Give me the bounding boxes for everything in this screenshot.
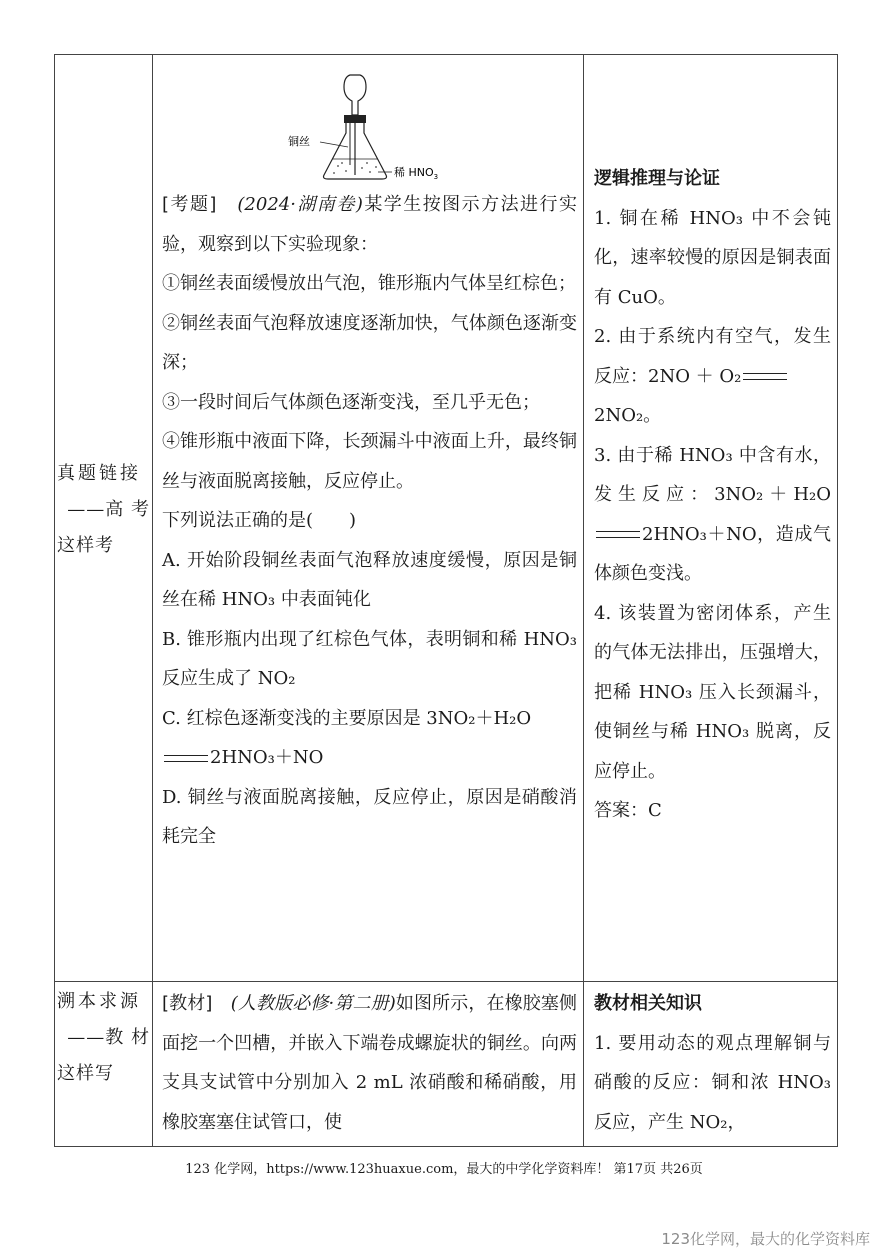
textbook-analysis-cell [584,982,838,1147]
textbook-analysis-title: 教材相关知识 [594,993,702,1014]
question-intro: [考题] (2024·湖南卷)某学生按图示方法进行实验，观察到以下实验现象： [162,194,577,255]
textbook-analysis-point-1: 1. 要用动态的观点理解铜与硝酸的反应：铜和浓 HNO₃ 反应，产生 NO₂， [594,1032,831,1133]
table-row-exam [55,55,838,982]
watermark: 123化学网，最大的化学资料库 [661,1230,870,1248]
row-label-exam: 真题链接 ——高 考 这样考 [57,463,150,556]
option-a: A. 开始阶段铜丝表面气泡释放速度缓慢，原因是铜丝在稀 HNO₃ 中表面钝化 [162,549,577,610]
question-stem: 下列说法正确的是( ) [162,510,357,531]
observation-4: ④锥形瓶中液面下降，长颈漏斗中液面上升，最终铜丝与液面脱离接触，反应停止。 [162,431,577,492]
content-table [54,54,838,1147]
observation-2: ②铜丝表面气泡释放速度逐渐加快，气体颜色逐渐变深； [162,312,577,373]
question-text [153,185,583,857]
equation-sign [164,755,208,762]
equation-sign [743,373,787,380]
answer-line: 答案：C [594,800,662,821]
option-d: D. 铜丝与液面脱离接触，反应停止，原因是硝酸消耗完全 [162,786,577,847]
row-label-cell [55,55,153,982]
row-label-cell [55,982,153,1147]
analysis-point-3: 3. 由于稀 HNO₃ 中含有水，发生反应：3NO₂＋H₂O2HNO₃＋NO，造成气体颜色变浅。 [594,444,831,584]
option-c: C. 红棕色逐渐变浅的主要原因是 3NO₂＋H₂O 2HNO₃＋NO [162,707,532,768]
equation-sign [596,531,640,538]
observation-3: ③一段时间后气体颜色逐渐变浅，至几乎无色； [162,391,540,413]
textbook-analysis-text [584,982,837,1142]
observation-1: ①铜丝表面缓慢放出气泡，锥形瓶内气体呈红棕色； [162,273,576,294]
analysis-title: 逻辑推理与论证 [594,168,720,189]
copper-wire-label: 铜丝 [288,135,310,148]
analysis-point-4: 4. 该装置为密闭体系，产生的气体无法排出，压强增大，把稀 HNO₃ 压入长颈漏斗，使铜丝与稀 HNO₃ 脱离，反应停止。 [594,602,831,782]
dilute-acid-label: 稀 $HNO_3$ [394,166,439,181]
page-footer: 123 化学网，https://www.123huaxue.com，最大的中学化学资料库！ 第17页 共26页 [185,1162,703,1177]
apparatus-figure [288,71,458,191]
analysis-point-2: 2. 由于系统内有空气，发生反应：2NO ＋ O₂ 2NO₂。 [594,326,831,426]
row-label-textbook: 溯本求源 ——教 材 这样写 [57,991,150,1084]
analysis-cell [584,55,838,982]
textbook-text: [教材] (人教版必修·第二册)如图所示，在橡胶塞侧面挖一个凹槽，并嵌入下端卷成螺旋状的铜丝。向两支具支试管中分别加入 2 mL 浓硝酸和稀硝酸，用橡胶塞塞住试管口，使 [162,993,578,1133]
analysis-text [584,55,837,831]
question-cell [153,55,584,982]
table-row-textbook [55,982,838,1147]
option-b: B. 锥形瓶内出现了红棕色气体，表明铜和稀 HNO₃ 反应生成了 NO₂ [162,628,577,689]
textbook-cell [153,982,584,1147]
analysis-point-1: 1. 铜在稀 HNO₃ 中不会钝化，速率较慢的原因是铜表面有 CuO。 [594,207,831,308]
